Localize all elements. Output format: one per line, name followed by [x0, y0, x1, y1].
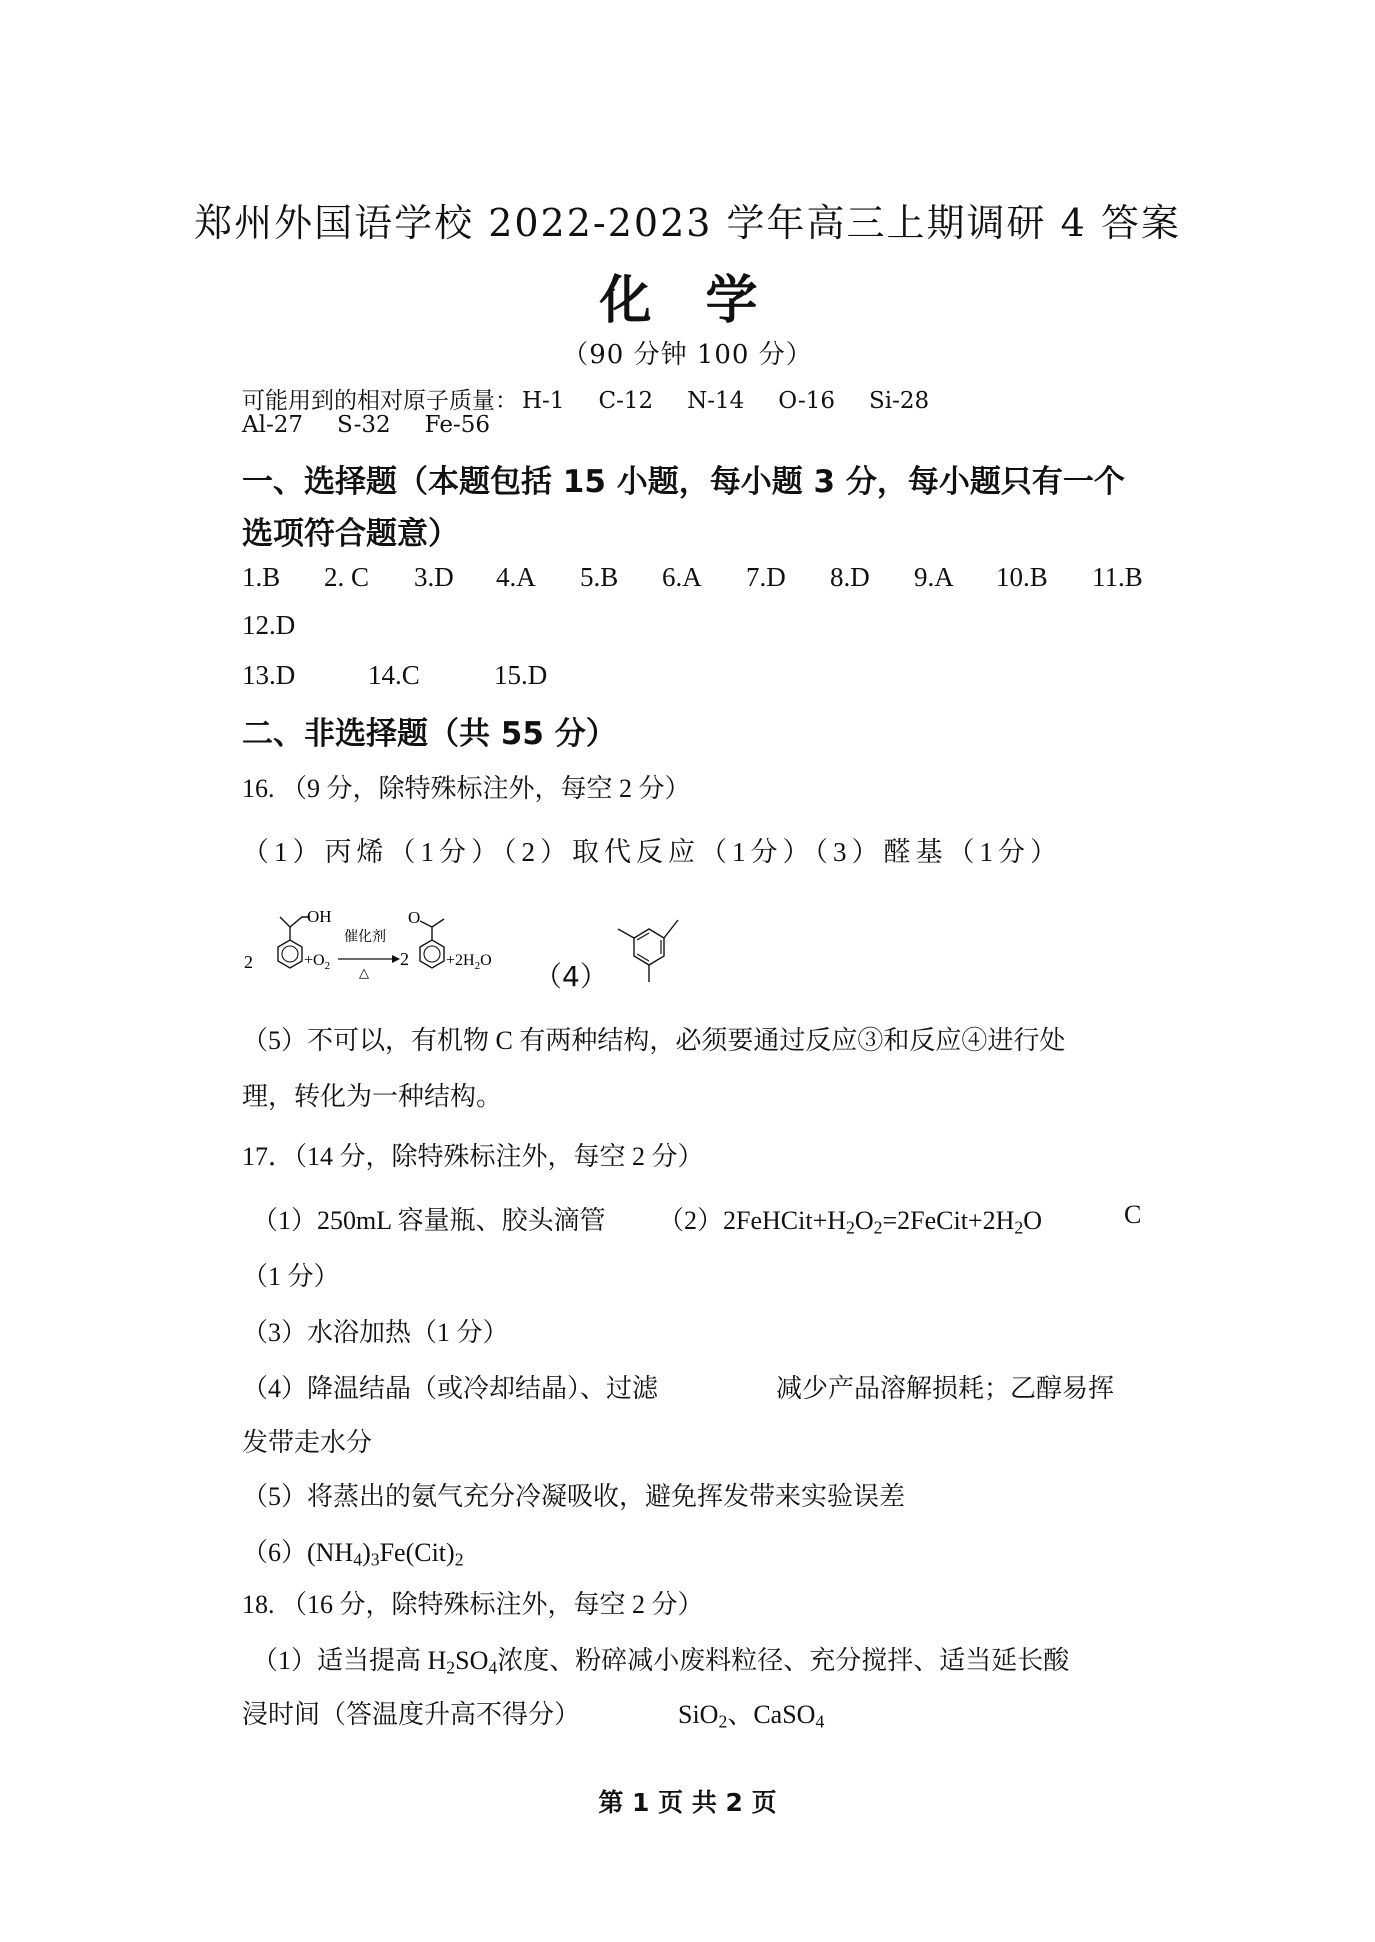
q16-part4-structure	[606, 898, 706, 990]
aldehyde-co	[420, 921, 432, 927]
q18-part1-line2: 浸时间（答温度升高不得分）	[242, 1700, 581, 1729]
answer-1: 1.B	[242, 562, 281, 592]
section1-title-line2: 选项符合题意）	[242, 516, 459, 552]
answer-4: 4.A	[496, 562, 536, 592]
atomic-masses-line2	[242, 412, 524, 438]
exam-duration: （90 分钟 100 分）	[562, 340, 813, 370]
q18-part1-residue: SiO$_2$、CaSO$_4$	[678, 1700, 825, 1732]
eq-arrowhead	[392, 955, 400, 963]
q16-part5-line2: 理，转化为一种结构。	[242, 1082, 503, 1111]
q16-reaction-equation	[240, 895, 540, 985]
answer-11: 11.B	[1092, 562, 1143, 592]
mass-o: O-16	[778, 388, 836, 414]
section2-title: 二、非选择题（共 55 分）	[242, 716, 617, 752]
q17-header: 17．（14 分，除特殊标注外，每空 2 分）	[242, 1142, 704, 1171]
q17-part2-equation: $(2)2FeHCit+H_2O_2=2FeCit+2H_2O$	[658, 1206, 1043, 1238]
mass-c: C-12	[598, 388, 654, 414]
ring-double-3	[637, 954, 649, 961]
q17-part4c: 发带走水分	[242, 1428, 373, 1457]
answer-5: 5.B	[580, 562, 619, 592]
section1-title-line1: 一、选择题（本题包括 15 小题，每小题 3 分，每小题只有一个	[242, 464, 1125, 500]
answer-13: 13.D	[242, 660, 296, 690]
q17-part1: （1）250mL 容量瓶、胶头滴管	[252, 1206, 606, 1235]
eq-coefficient-2: 2	[400, 949, 409, 969]
answer-10: 10.B	[996, 562, 1048, 592]
eq-oxygen: $+O_2$	[304, 952, 331, 972]
answer-2: 2. C	[324, 562, 370, 592]
atomic-masses-line1	[242, 382, 963, 415]
aldehyde-bond	[432, 919, 444, 940]
eq-oh: OH	[307, 907, 332, 926]
answer-12: 12.D	[242, 610, 296, 640]
q17-part3: （3）水浴加热（1 分）	[242, 1318, 509, 1347]
eq-coefficient: 2	[244, 952, 253, 972]
answer-7: 7.D	[746, 562, 786, 592]
answer-9: 9.A	[914, 562, 954, 592]
eq-delta: △	[359, 966, 369, 981]
q18-part1-line1: （1）适当提高 $H_2SO_4$浓度、粉碎减小废料粒径、充分搅拌、适当延长酸	[252, 1646, 1070, 1678]
eq-water: $+2H_2O$	[446, 952, 492, 972]
ring-double-1	[637, 933, 649, 940]
q16-answers-1-3: （1）丙烯（1分）（2）取代反应（1分）（3）醛基（1分）	[242, 837, 1062, 867]
benzene-ring-1-inner	[282, 946, 298, 962]
q17-part5: （5）将蒸出的氨气充分冷凝吸收，避免挥发带来实验误差	[242, 1482, 906, 1511]
q17-part4a: （4）降温结晶（或冷却结晶）、过滤	[242, 1374, 659, 1403]
atomic-masses-label: 可能用到的相对原子质量：	[242, 388, 518, 414]
mass-s: S-32	[337, 412, 391, 438]
mass-al: Al-27	[242, 412, 304, 438]
q17-part6: $(6)(NH_4)_3Fe(Cit)_2$	[242, 1538, 464, 1570]
mass-si: Si-28	[869, 388, 930, 414]
q18-header: 18. （16 分，除特殊标注外，每空 2 分）	[242, 1590, 704, 1619]
answer-15: 15.D	[494, 660, 548, 690]
eq-catalyst: 催化剂	[344, 929, 386, 945]
q16-header: 16. （9 分，除特殊标注外，每空 2 分）	[242, 774, 691, 803]
answer-8: 8.D	[830, 562, 870, 592]
methyl-1	[618, 929, 634, 938]
document-title: 郑州外国语学校 2022-2023 学年高三上期调研 4 答案	[194, 201, 1181, 245]
eq-o: O	[408, 908, 421, 927]
q16-part5-line1: （5）不可以，有机物 C 有两种结构，必须要通过反应③和反应④进行处	[242, 1026, 1066, 1055]
benzene-ring-2-inner	[424, 946, 440, 962]
answer-6: 6.A	[662, 562, 702, 592]
mass-n: N-14	[687, 388, 745, 414]
q17-part4b: 减少产品溶解损耗；乙醇易挥	[776, 1374, 1115, 1403]
subject-title: 化 学	[599, 270, 776, 331]
methyl-2	[664, 920, 678, 938]
mesitylene-ring	[634, 929, 664, 965]
page-number: 第 1 页 共 2 页	[598, 1788, 777, 1817]
answer-14: 14.C	[368, 660, 420, 690]
methyl-bond	[280, 917, 290, 940]
mass-fe: Fe-56	[424, 412, 491, 438]
q17-part2-score: （1 分）	[242, 1262, 340, 1291]
q16-part4-label: （4）	[534, 960, 608, 993]
q17-part2-choice: C	[1124, 1200, 1142, 1229]
answer-3: 3.D	[414, 562, 454, 592]
mass-h: H-1	[522, 388, 565, 414]
